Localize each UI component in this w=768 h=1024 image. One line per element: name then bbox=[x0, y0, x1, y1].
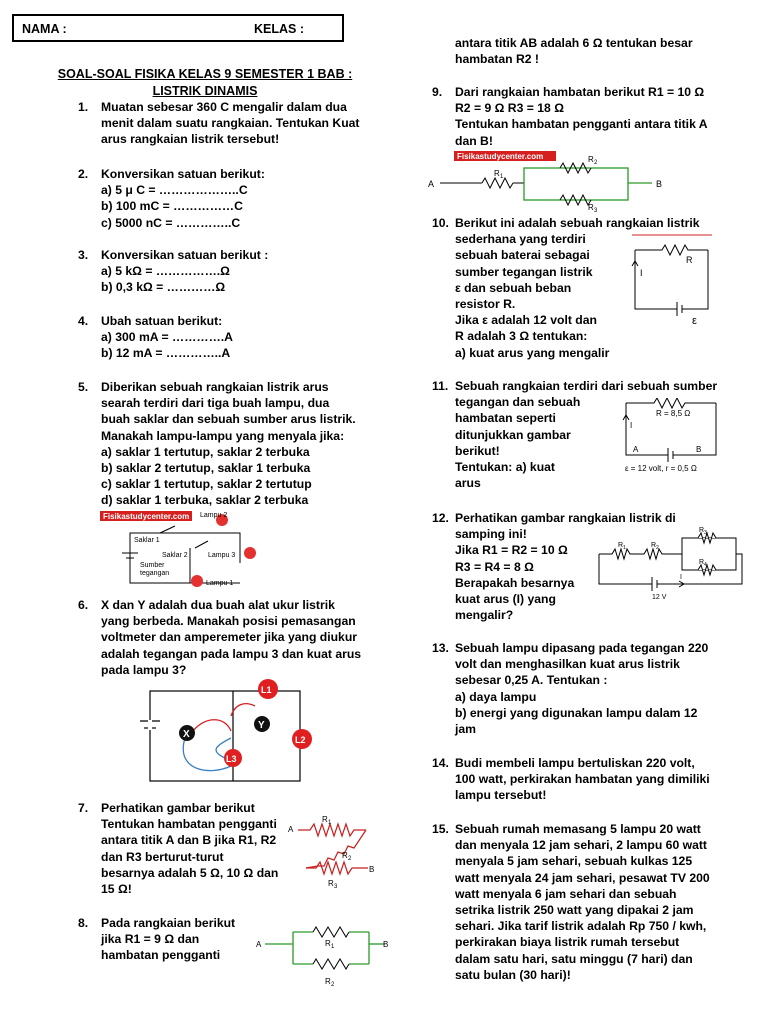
question-text: menit dalam suatu rangkaian. Tentukan Kuat bbox=[101, 116, 360, 131]
watermark-text: Fisikastudycenter.com bbox=[103, 512, 190, 521]
q7-resistor-figure bbox=[288, 812, 383, 892]
question-text: adalah tegangan pada lampu 3 dan kuat arus bbox=[101, 646, 362, 661]
point-b-label: B bbox=[656, 179, 663, 189]
question-text: buah saklar dan sebuah sumber arus listrik. bbox=[101, 412, 356, 427]
question-text: Pada rangkaian berikut bbox=[101, 916, 236, 930]
question-text: Berapakah besarnya bbox=[455, 575, 575, 590]
question-text: c) 5000 nC = …………..C bbox=[101, 215, 241, 230]
question-text: sebesar 0,25 A. Tentukan : bbox=[455, 673, 608, 688]
header-box bbox=[12, 14, 344, 42]
r1-sub: 1 bbox=[328, 820, 332, 826]
voltage-label: 12 V bbox=[652, 594, 667, 601]
r2-sub: 2 bbox=[656, 545, 659, 551]
q6-circuit-figure bbox=[135, 676, 315, 786]
question-text: Jika R1 = R2 = 10 Ω bbox=[455, 543, 568, 558]
question-text: menyala 5 jam sehari, sebuah kulkas 125 bbox=[455, 854, 693, 869]
question-number: 6. bbox=[78, 598, 89, 612]
question-text: 100 watt, perkirakan hambatan yang dimiliki bbox=[455, 772, 710, 787]
tegangan-label: tegangan bbox=[140, 570, 170, 577]
question-text: 15 Ω! bbox=[101, 882, 132, 897]
r3-sub: 3 bbox=[334, 884, 338, 890]
point-b-label: B bbox=[383, 940, 389, 949]
point-a-label: A bbox=[288, 825, 294, 834]
title-line: SOAL-SOAL FISIKA KELAS 9 SEMESTER 1 BAB : bbox=[57, 67, 353, 81]
l1-label: L1 bbox=[261, 685, 272, 695]
r1-label: R bbox=[618, 542, 624, 549]
question-text: Jika ε adalah 12 volt dan bbox=[455, 313, 597, 328]
r3-sub: 3 bbox=[594, 208, 598, 212]
question-text: tegangan dan sebuah bbox=[455, 395, 581, 410]
meter-y-label: Y bbox=[258, 720, 265, 731]
r-label: R = 8,5 Ω bbox=[656, 409, 691, 418]
question-text: a) 5 kΩ = …………….Ω bbox=[101, 264, 230, 279]
lampu-2-label: Lampu 2 bbox=[200, 512, 228, 519]
question-text: R2 = 9 Ω R3 = 18 Ω bbox=[455, 101, 564, 116]
question-text: Tentukan hambatan pengganti antara titik A bbox=[455, 117, 708, 132]
question-text: antara titik A dan B jika R1, R2 bbox=[101, 833, 277, 848]
r2-label: R bbox=[342, 851, 348, 860]
question-text: ε dan sebuah beban bbox=[455, 280, 572, 295]
question-text: berikut! bbox=[455, 443, 500, 458]
question-text: Konversikan satuan berikut : bbox=[101, 248, 269, 262]
question-text: d) saklar 1 terbuka, saklar 2 terbuka bbox=[101, 493, 309, 508]
question-text: arus rangkaian listrik tersebut! bbox=[101, 132, 280, 147]
r2-label: R bbox=[651, 542, 657, 549]
question-text: Konversikan satuan berikut: bbox=[101, 167, 265, 181]
question-text: Tentukan: a) kuat bbox=[455, 460, 555, 475]
r4-sub: 4 bbox=[704, 562, 707, 568]
question-text: yang berbeda. Manakah posisi pemasangan bbox=[101, 614, 356, 629]
r3-sub: 3 bbox=[704, 530, 707, 536]
saklar-2-label: Saklar 2 bbox=[162, 552, 188, 559]
q9-resistor-figure bbox=[424, 150, 694, 212]
question-text: kuat arus (I) yang bbox=[455, 592, 556, 607]
question-text: a) kuat arus yang mengalir bbox=[455, 345, 610, 360]
r3-label: R bbox=[588, 203, 594, 212]
question-text: b) 100 mC = ……………C bbox=[101, 199, 243, 214]
question-number: 2. bbox=[78, 167, 89, 181]
question-text: pada lampu 3? bbox=[101, 662, 187, 677]
question-text: hambatan seperti bbox=[455, 411, 556, 426]
question-text: sebuah baterai sebagai bbox=[455, 248, 590, 263]
r2-label: R bbox=[325, 977, 331, 986]
name-label: NAMA : bbox=[22, 22, 67, 36]
question-text: Tentukan hambatan pengganti bbox=[101, 817, 277, 832]
q12-circuit-figure bbox=[594, 524, 744, 602]
question-text: c) saklar 1 tertutup, saklar 2 tertutup bbox=[101, 477, 312, 492]
question-text: Perhatikan gambar berikut bbox=[101, 801, 255, 815]
question-text: Budi membeli lampu bertuliskan 220 volt, bbox=[455, 756, 695, 770]
question-number: 8. bbox=[78, 916, 89, 930]
question-text: sumber tegangan listrik bbox=[455, 264, 593, 279]
l3-label: L3 bbox=[226, 754, 237, 764]
watermark-text: Fisikastudycenter.com bbox=[457, 152, 544, 161]
point-a-label: A bbox=[256, 940, 262, 949]
r2-sub: 2 bbox=[348, 856, 352, 862]
question-text: Manakah lampu-lampu yang menyala jika: bbox=[101, 428, 345, 443]
question-text: sederhana yang terdiri bbox=[455, 232, 586, 247]
point-b-label: B bbox=[696, 445, 702, 454]
question-number: 13. bbox=[432, 641, 449, 655]
question-text: a) 300 mA = ………….A bbox=[101, 330, 233, 345]
question-text: resistor R. bbox=[455, 297, 516, 312]
question-number: 1. bbox=[78, 100, 89, 114]
q5-circuit-figure bbox=[100, 508, 280, 594]
question-text: Ubah satuan berikut: bbox=[101, 314, 223, 328]
emf-label: ε bbox=[692, 315, 697, 324]
question-text: watt menyala 6 jam sehari dan sebuah bbox=[455, 886, 677, 901]
question-text: perkirakan biaya listrik rumah tersebut bbox=[455, 935, 680, 950]
r1-sub: 1 bbox=[331, 944, 335, 950]
question-text: volt dan menghasilkan kuat arus listrik bbox=[455, 657, 680, 672]
lamp-3-icon bbox=[244, 547, 256, 559]
r1-label: R bbox=[494, 169, 500, 178]
question-text: sehari. Jika tarif listrik adalah Rp 750 / kwh, bbox=[455, 919, 707, 934]
question-text: Diberikan sebuah rangkaian listrik arus bbox=[101, 380, 329, 394]
question-text: lampu tersebut! bbox=[455, 788, 547, 803]
r1-sub: 1 bbox=[500, 174, 504, 180]
question-text: arus bbox=[455, 476, 481, 491]
title-line: LISTRIK DINAMIS bbox=[152, 84, 258, 98]
question-text: searah terdiri dari tiga buah lampu, dua bbox=[101, 396, 330, 411]
question-text: Sebuah lampu dipasang pada tegangan 220 bbox=[455, 641, 709, 655]
question-text: dan menyala 12 jam sehari, 2 lampu 60 watt bbox=[455, 838, 707, 853]
question-text: jam bbox=[455, 722, 477, 737]
question-8-continued bbox=[455, 35, 693, 67]
question-number: 14. bbox=[432, 756, 449, 770]
r4-label: R bbox=[699, 559, 705, 566]
question-text: a) saklar 1 tertutup, saklar 2 terbuka bbox=[101, 444, 310, 459]
question-number: 7. bbox=[78, 801, 89, 815]
current-label: I bbox=[680, 574, 682, 581]
r1-label: R bbox=[325, 939, 331, 948]
r1-sub: 1 bbox=[623, 545, 626, 551]
r-label: R bbox=[686, 255, 693, 265]
question-text: b) energi yang digunakan lampu dalam 12 bbox=[455, 705, 698, 720]
current-label: I bbox=[630, 421, 633, 430]
q8-resistor-figure bbox=[255, 920, 395, 992]
question-text: dan R3 berturut-turut bbox=[101, 849, 224, 864]
question-text: X dan Y adalah dua buah alat ukur listrik bbox=[101, 598, 335, 612]
question-number: 10. bbox=[432, 216, 449, 230]
r2-label: R bbox=[588, 155, 594, 164]
saklar-1-label: Saklar 1 bbox=[134, 537, 160, 544]
lampu-3-label: Lampu 3 bbox=[208, 552, 236, 559]
q11-circuit-figure bbox=[616, 398, 736, 478]
q10-circuit-figure bbox=[622, 232, 722, 324]
question-text: Perhatikan gambar rangkaian listrik di bbox=[455, 511, 676, 525]
r1-label: R bbox=[322, 815, 328, 824]
point-a-label: A bbox=[428, 179, 435, 189]
l2-label: L2 bbox=[295, 735, 306, 745]
question-number: 4. bbox=[78, 314, 89, 328]
question-text: besarnya adalah 5 Ω, 10 Ω dan bbox=[101, 865, 279, 880]
r3-label: R bbox=[328, 879, 334, 888]
question-text: voltmeter dan amperemeter jika yang diukur bbox=[101, 630, 358, 645]
point-b-label: B bbox=[369, 865, 375, 874]
question-text: hambatan pengganti bbox=[101, 948, 221, 963]
question-number: 15. bbox=[432, 822, 449, 836]
question-text: Muatan sebesar 360 C mengalir dalam dua bbox=[101, 100, 347, 114]
r2-sub: 2 bbox=[594, 160, 598, 166]
question-text: jika R1 = 9 Ω dan bbox=[101, 932, 200, 947]
r3-label: R bbox=[699, 527, 705, 534]
current-label: I bbox=[640, 268, 643, 278]
page-title bbox=[40, 66, 370, 100]
question-number: 3. bbox=[78, 248, 89, 262]
question-text: Berikut ini adalah sebuah rangkaian listrik bbox=[455, 216, 700, 230]
question-text: watt menyala 24 jam sehari, pesawat TV 200 bbox=[455, 870, 710, 885]
point-a-label: A bbox=[633, 445, 639, 454]
question-text: mengalir? bbox=[455, 608, 514, 623]
question-text: setrika listrik 250 watt yang dipakai 2 jam bbox=[455, 903, 694, 918]
question-text: satu bulan (30 hari)! bbox=[455, 967, 571, 982]
question-text: dalam satu hari, satu minggu (7 hari) dan bbox=[455, 951, 693, 966]
question-text: a) 5 μ C = ………………..C bbox=[101, 183, 248, 198]
lampu-1-label: Lampu 1 bbox=[206, 580, 234, 587]
question-text: b) 0,3 kΩ = …………Ω bbox=[101, 280, 226, 295]
source-label: ε = 12 volt, r = 0,5 Ω bbox=[625, 464, 697, 473]
question-text: hambatan R2 ! bbox=[455, 52, 539, 67]
question-text: dan B! bbox=[455, 133, 493, 148]
question-text: antara titik AB adalah 6 Ω tentukan besar bbox=[455, 36, 693, 50]
question-text: b) saklar 2 tertutup, saklar 1 terbuka bbox=[101, 461, 311, 476]
question-text: Sebuah rumah memasang 5 lampu 20 watt bbox=[455, 822, 701, 836]
lamp-1-icon bbox=[191, 575, 203, 587]
question-number: 5. bbox=[78, 380, 89, 394]
question-text: R3 = R4 = 8 Ω bbox=[455, 559, 534, 574]
question-text: a) daya lampu bbox=[455, 689, 537, 704]
class-label: KELAS : bbox=[254, 22, 304, 36]
question-text: R adalah 3 Ω tentukan: bbox=[455, 329, 588, 344]
question-number: 11. bbox=[432, 379, 449, 393]
sumber-label: Sumber bbox=[140, 562, 165, 569]
question-number: 9. bbox=[432, 85, 443, 99]
question-text: Dari rangkaian hambatan berikut R1 = 10 Ω bbox=[455, 85, 705, 99]
question-text: b) 12 mA = …………..A bbox=[101, 346, 231, 361]
r2-sub: 2 bbox=[331, 982, 335, 988]
question-text: ditunjukkan gambar bbox=[455, 427, 571, 442]
meter-x-label: X bbox=[183, 729, 190, 740]
question-text: samping ini! bbox=[455, 527, 527, 542]
question-number: 12. bbox=[432, 511, 449, 525]
question-text: Sebuah rangkaian terdiri dari sebuah sumber bbox=[455, 379, 718, 393]
